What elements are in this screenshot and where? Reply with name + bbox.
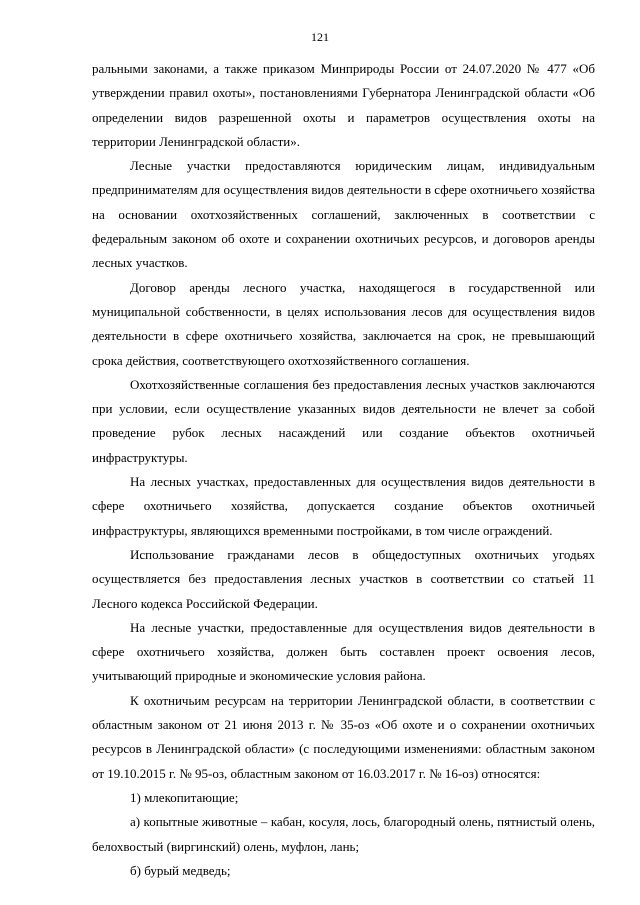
paragraph-forest-plots-provision: Лесные участки предоставляются юридическим лицам, индивидуальным предпринимателям для осуществления видов деятельности в сфере охотничьего хозяйства на основании охотхозяйственных соглашений, заключенных в соответствии с федеральным законом об охоте и сохранении охотничьих ресурсов, и договоров аренды лесных участков. xyxy=(92,158,595,271)
paragraph-hunting-infrastructure: На лесных участках, предоставленных для осуществления видов деятельности в сфере охотничьего хозяйства, допускается создание объектов охотничьей инфраструктуры, являющихся временными постройками, в том числе ограждений. xyxy=(92,474,595,538)
list-item-ungulates: а) копытные животные – кабан, косуля, лось, благородный олень, пятнистый олень, белохвостый (виргинский) олень, муфлон, лань; xyxy=(92,814,595,854)
list-item-brown-bear: б) бурый медведь; xyxy=(130,862,231,878)
document-body xyxy=(92,57,595,883)
list-item-mammals: 1) млекопитающие; xyxy=(130,789,239,805)
paragraph-agreements-without-plots: Охотхозяйственные соглашения без предоставления лесных участков заключаются при условии, если осуществление указанных видов деятельности не влечет за собой проведение рубок лесных насаждений или создание объектов охотничьей инфраструктуры. xyxy=(92,376,595,465)
paragraph-public-hunting-grounds: Использование гражданами лесов в общедоступных охотничьих угодьях осуществляется без предоставления лесных участков в соответствии со статьей 11 Лесного кодекса Российской Федерации. xyxy=(92,546,595,611)
paragraph-lease-agreement: Договор аренды лесного участка, находящегося в государственной или муниципальной собственности, в целях использования лесов для осуществления видов деятельности в сфере охотничьего хозяйства, заключается на срок, не превышающий срока действия, соответствующего охотхозяйственного соглашения. xyxy=(92,279,595,368)
page-number: 121 xyxy=(311,30,329,44)
paragraph-hunting-resources: К охотничьим ресурсам на территории Ленинградской области, в соответствии с областным законом от 21 июня 2013 г. № 35-оз «Об охоте и о сохранении охотничьих ресурсов в Ленинградской области» (с последующими изменениями: областным законом от 19.10.2015 г. № 95-оз, областным законом от 16.03.2017 г. № 16-оз) относятся: xyxy=(92,692,595,781)
paragraph-forest-development-project: На лесные участки, предоставленные для осуществления видов деятельности в сфере охотничьего хозяйства, должен быть составлен проект освоения лесов, учитывающий природные и экономические условия района. xyxy=(92,619,595,684)
paragraph-continuation: ральными законами, а также приказом Минприроды России от 24.07.2020 № 477 «Об утверждении правил охоты», постановлениями Губернатора Ленинградской области «Об определении видов разрешенной охоты и параметров осуществления охоты на территории Ленинградской области». xyxy=(92,61,595,149)
